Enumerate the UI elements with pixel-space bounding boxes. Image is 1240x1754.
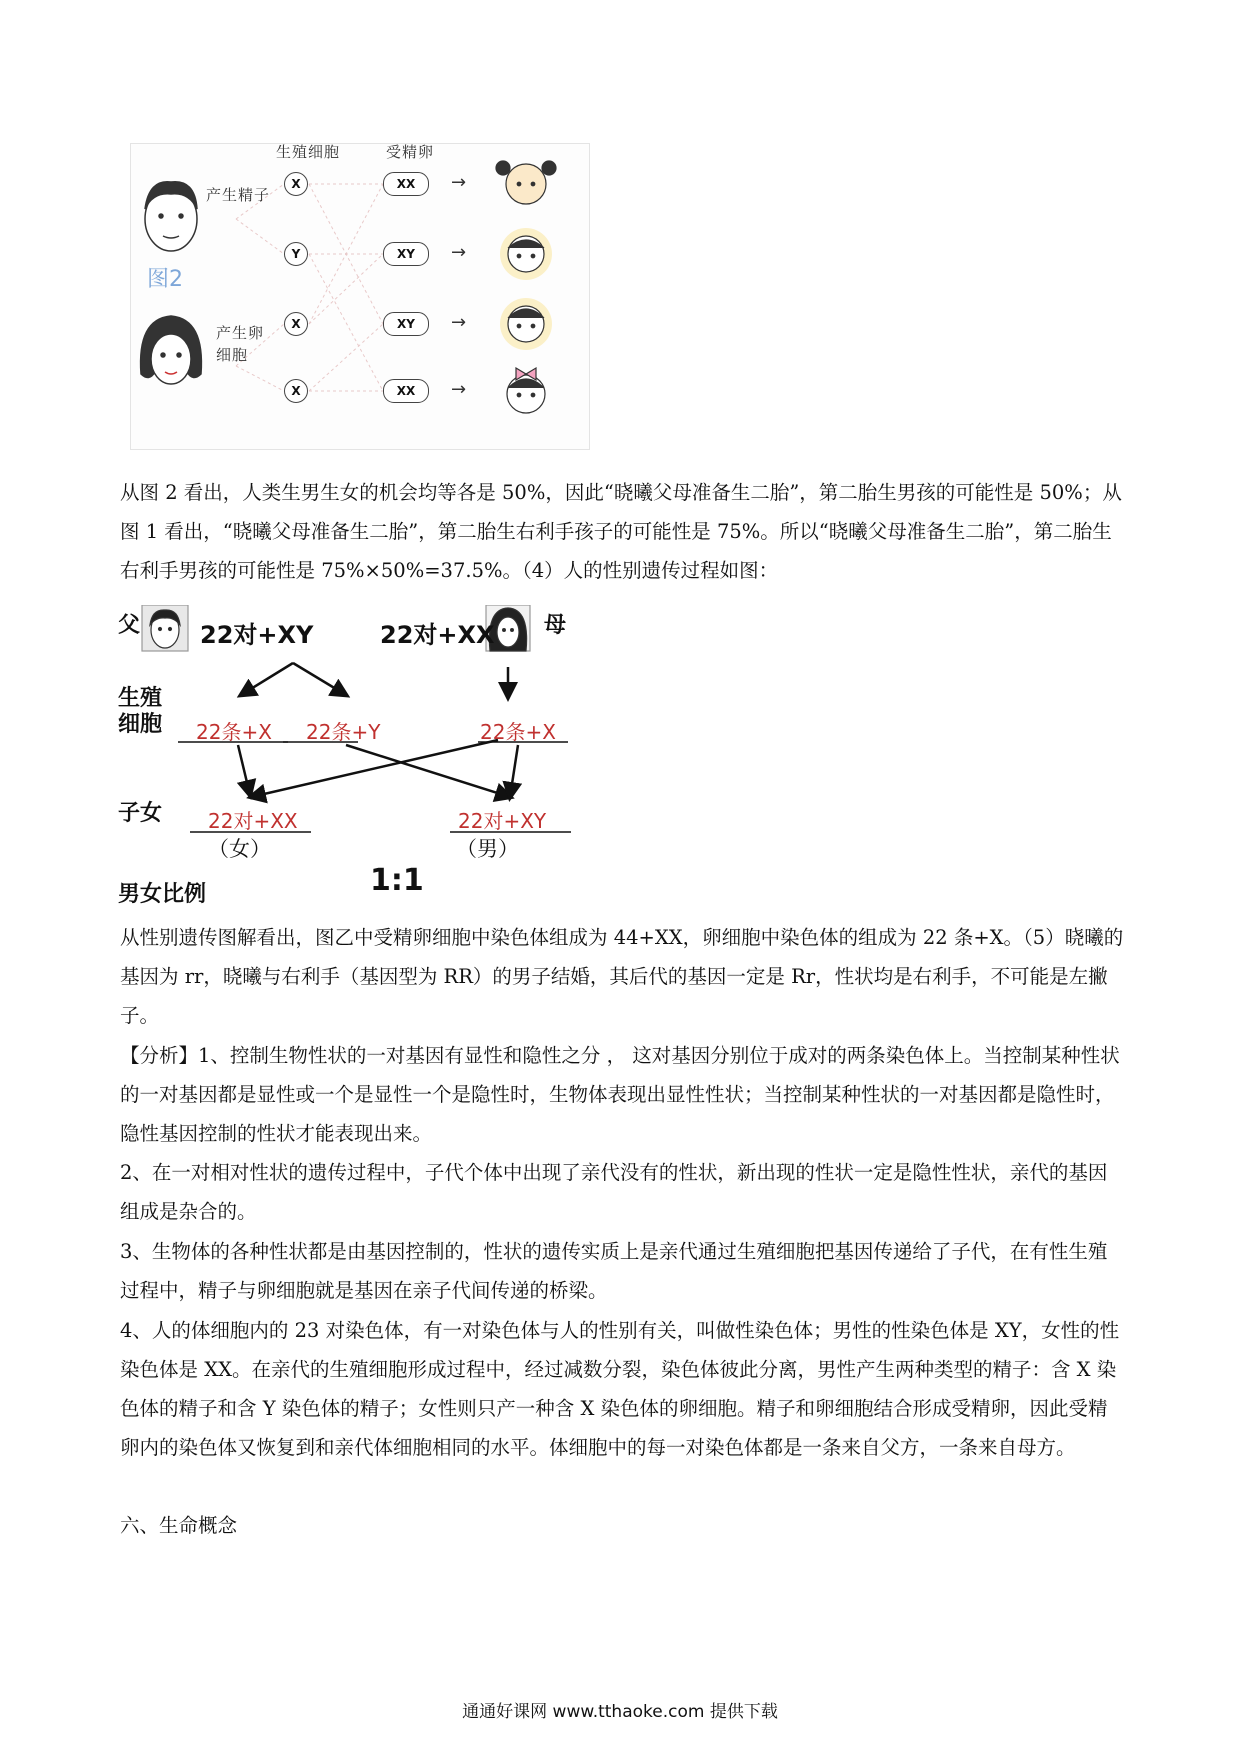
- girl-face-icon: [507, 368, 545, 413]
- zygote-xy: XY: [383, 312, 429, 336]
- arrow-icon: →: [451, 172, 468, 193]
- children-row-label: 子女: [118, 801, 163, 826]
- sperm-y-cell: Y: [284, 242, 308, 266]
- figure-tag: 图2: [147, 267, 183, 292]
- boy-face-icon: [500, 298, 552, 350]
- gamete-sperm-y: 22条+Y: [306, 720, 381, 744]
- mother-label: 母: [544, 613, 567, 638]
- gamete-egg-x: 22条+X: [480, 720, 556, 744]
- gamete-column-header: 生殖细胞: [276, 143, 341, 161]
- paragraph: 从性别遗传图解看出，图乙中受精卵细胞中染色体组成为 44+XX，卵细胞中染色体的组成为 22 条+X。（5）晓曦的基因为 rr，晓曦与右利手（基因型为 RR）的男子结婚，其后代的基因一定是 Rr，性状均是右利手，不可能是左撇子。: [120, 926, 1124, 1027]
- sex-ratio-value: 1:1: [370, 863, 424, 898]
- paragraph: 2、在一对相对性状的遗传过程中，子代个体中出现了亲代没有的性状，新出现的性状一定是隐性性状，亲代的基因组成是杂合的。: [120, 1161, 1108, 1223]
- paragraph: 【分析】1、控制生物性状的一对基因有显性和隐性之分 ， 这对基因分别位于成对的两条染色体上。当控制某种性状的一对基因都是显性或一个是显性一个是隐性时，生物体表现出显性性状；当控制某种性状的一对基因都是隐性时，隐性基因控制的性状才能表现出来。: [120, 1044, 1120, 1145]
- mother-karyotype: 22对+XX: [380, 621, 495, 649]
- mother-label-line1: 产生卵: [216, 324, 265, 342]
- egg-x-cell: X: [284, 379, 308, 403]
- child-male-karyotype: 22对+XY: [458, 809, 547, 833]
- father-face-icon: [145, 182, 197, 251]
- father-label: 父: [118, 613, 141, 638]
- arrow-icon: →: [451, 242, 468, 263]
- zygote-column-header: 受精卵: [386, 143, 435, 161]
- sperm-x-cell: X: [284, 172, 308, 196]
- boy-face-icon: [500, 228, 552, 280]
- section-heading: 六、生命概念: [120, 1514, 238, 1537]
- paragraph: 4、人的体细胞内的 23 对染色体，有一对染色体与人的性别有关，叫做性染色体；男性的性染色体是 XY，女性的性染色体是 XX。在亲代的生殖细胞形成过程中，经过减数分裂，染色体彼此分离，男性产生两种类型的精子：含 X 染色体的精子和含 Y 染色体的精子；女性则只产一种含 X 染色体的卵细胞。精子和卵细胞结合形成受精卵，因此受精卵内的染色体又恢复到和亲代体细胞相同的水平。体细胞中的每一对染色体都是一条来自父方，一条来自母方。: [120, 1319, 1120, 1459]
- gamete-row-label-line2: 细胞: [118, 712, 163, 737]
- zygote-xx: XX: [383, 172, 429, 196]
- father-label: 产生精子: [206, 186, 271, 204]
- paragraph: 从图 2 看出，人类生男生女的机会均等各是 50%，因此“晓曦父母准备生二胎”，第二胎生男孩的可能性是 50%；从图 1 看出，“晓曦父母准备生二胎”，第二胎生右利手孩子的可能性是 75%。所以“晓曦父母准备生二胎”，第二胎生右利手男孩的可能性是 75%×50%=37.5%。（4）人的性别遗传过程如图：: [120, 481, 1122, 582]
- mother-face-icon: [141, 316, 202, 384]
- father-face-icon: [142, 605, 188, 651]
- arrow-icon: →: [451, 379, 468, 400]
- sex-inheritance-diagram: [118, 605, 638, 910]
- page-footer: 通通好课网 www.tthaoke.com 提供下载: [462, 1702, 778, 1722]
- zygote-xx: XX: [383, 379, 429, 403]
- sex-determination-figure: [130, 143, 590, 450]
- figure-connector-lines: [131, 144, 589, 449]
- child-male-label: （男）: [456, 837, 519, 861]
- girl-face-icon: [496, 161, 556, 204]
- paragraph: 3、生物体的各种性状都是由基因控制的，性状的遗传实质上是亲代通过生殖细胞把基因传递给了子代，在有性生殖过程中，精子与卵细胞就是基因在亲子代间传递的桥梁。: [120, 1240, 1108, 1302]
- zygote-xy: XY: [383, 242, 429, 266]
- father-karyotype: 22对+XY: [200, 621, 314, 649]
- gamete-sperm-x: 22条+X: [196, 720, 272, 744]
- child-female-karyotype: 22对+XX: [208, 809, 298, 833]
- gamete-row-label-line1: 生殖: [118, 686, 163, 711]
- egg-x-cell: X: [284, 312, 308, 336]
- arrow-icon: →: [451, 312, 468, 333]
- child-female-label: （女）: [208, 837, 271, 861]
- mother-label-line2: 细胞: [216, 346, 249, 364]
- ratio-row-label: 男女比例: [118, 882, 207, 907]
